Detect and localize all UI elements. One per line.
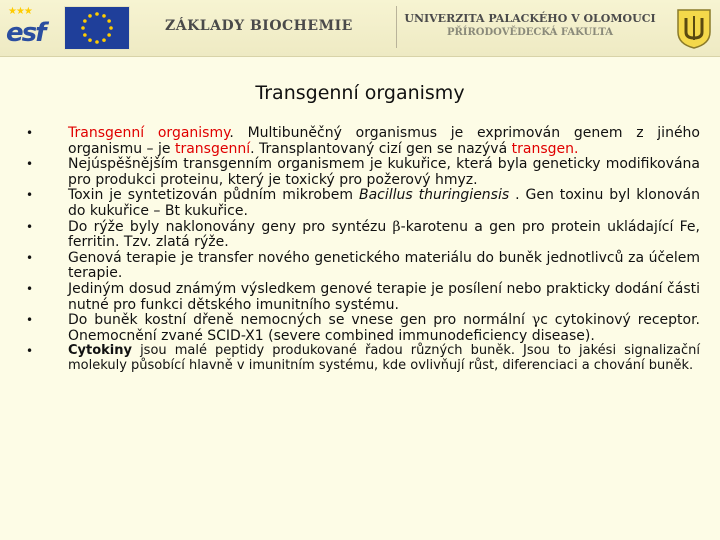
bullet-text: Genová terapie je transfer nového genetického materiálu do buněk jednotlivců za účelem terapie.	[68, 249, 700, 282]
bullet-text: Jediným dosud známým výsledkem genové terapie je posílení nebo prakticky dodání části nutné pro funkci dětského imunitního systému.	[68, 280, 700, 313]
bullet-text: Do buněk kostní dřeně nemocných se vnese gen pro normální	[68, 312, 532, 329]
flag-star-icon	[102, 38, 106, 42]
slide-title: Transgenní organismy	[255, 82, 465, 104]
bullet-text: Cytokiny	[68, 343, 132, 359]
flag-star-icon	[107, 33, 111, 37]
flag-star-icon	[95, 12, 99, 16]
bullet-item	[26, 126, 700, 157]
bullet-text: transgenní	[174, 140, 251, 157]
university-name	[400, 12, 660, 40]
bullet-text: transgen.	[511, 140, 579, 157]
flag-star-icon	[83, 19, 87, 23]
flag-star-icon	[81, 26, 85, 30]
bullet-list	[26, 126, 700, 374]
bullet-text: . Gen toxinu byl klonován do kukuřice – Bt kukuřice.	[68, 187, 700, 219]
bullet-text: Toxin je syntetizován půdním mikrobem	[68, 187, 359, 204]
bullet-text: c cytokinový receptor. Onemocnění zvané SCID-X1 (severe combined immunodeficiency disease).	[68, 312, 700, 344]
header-banner	[0, 0, 720, 57]
bullet-text: β	[392, 218, 401, 235]
bullet-text: jsou malé peptidy produkované řadou různých buněk. Jsou to jakési signalizační molekuly působící hlavně v imunitním systému, kde ovlivňují růst, diferenciaci a chování buněk.	[68, 343, 700, 373]
bullet-text: Nejúspěšnějším transgenním organismem je kukuřice, která byla geneticky modifikována pro produkci proteinu, který je toxický pro požerový hmyz.	[68, 156, 700, 188]
university-line-1: UNIVERZITA PALACKÉHO V OLOMOUCI	[404, 12, 656, 25]
bullet-text: Bacillus thuringiensis	[359, 187, 510, 204]
bullet-item	[26, 313, 700, 344]
university-line-2: PŘÍRODOVĚDECKÁ FAKULTA	[446, 27, 614, 38]
esf-logo	[6, 6, 54, 48]
bullet-item	[26, 282, 700, 313]
flag-star-icon	[88, 14, 92, 18]
esf-logo-text: esf	[6, 18, 45, 48]
flag-star-icon	[102, 14, 106, 18]
bullet-text: Transgenní organismy	[68, 125, 230, 141]
flag-star-icon	[95, 40, 99, 44]
course-title: ZÁKLADY BIOCHEMIE	[165, 18, 353, 34]
divider	[396, 6, 397, 48]
bullet-item	[26, 220, 700, 251]
bullet-item	[26, 251, 700, 282]
flag-star-icon	[107, 19, 111, 23]
bullet-text: γ	[531, 312, 541, 329]
star-icon: ★★★	[8, 6, 32, 17]
flag-star-icon	[109, 26, 113, 30]
bullet-text: Do rýže byly naklonovány geny pro syntézu	[68, 218, 393, 235]
flag-star-icon	[88, 38, 92, 42]
university-logo-icon	[674, 6, 714, 50]
bullet-item	[26, 344, 700, 373]
eu-flag-icon	[64, 6, 130, 50]
bullet-text: . Multibuněčný organismus je exprimován genem z jiného organismu – je	[68, 125, 700, 157]
bullet-text: -karotenu a gen pro protein ukládající Fe, ferritin. Tzv. zlatá rýže.	[68, 218, 700, 251]
bullet-item	[26, 188, 700, 219]
flag-star-icon	[83, 33, 87, 37]
bullet-item	[26, 157, 700, 188]
bullet-text: . Transplantovaný cizí gen se nazývá	[250, 140, 512, 157]
